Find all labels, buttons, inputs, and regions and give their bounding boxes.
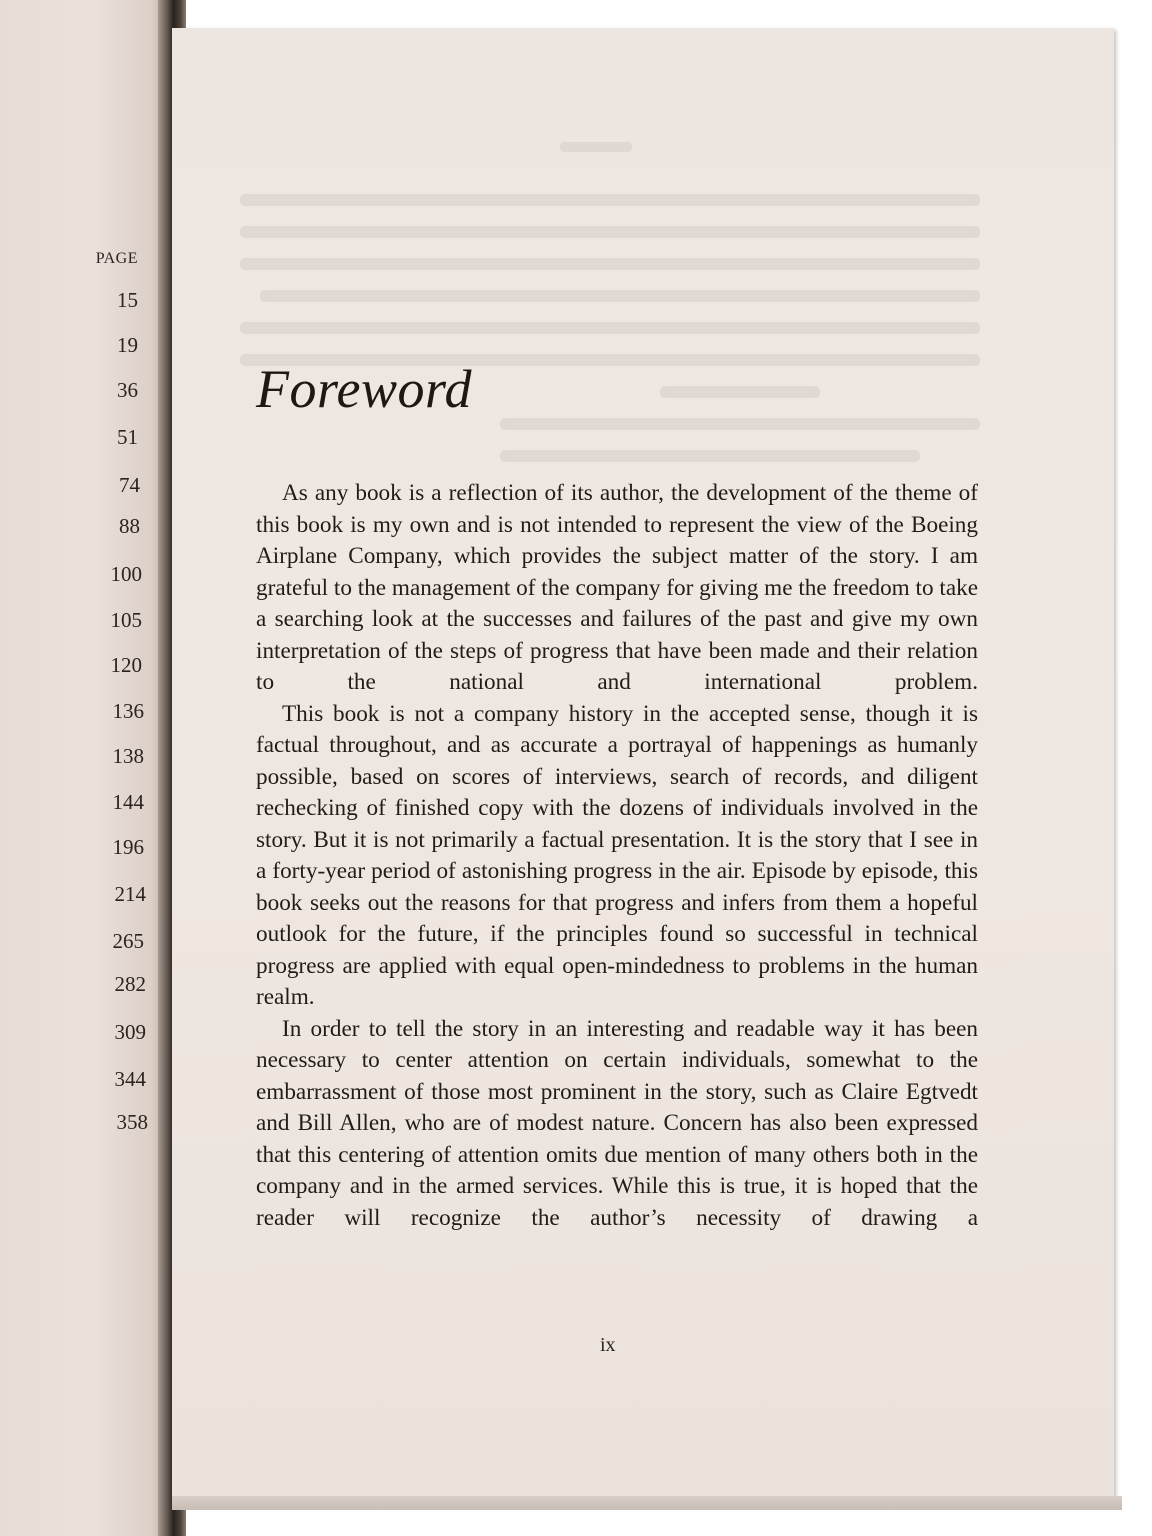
foreword-paragraph: As any book is a reflection of its author, the development of the theme of this book is my own and is not intended to represent the view of the Boeing Airplane Company, which provides the subject matter of the story. I am grateful to the management of the company for giving me the freedom to take a searching look at the successes and failures of the past and give my own interpretation of the steps of progress that have been made and their relation to the national and international problem.	[256, 480, 978, 695]
toc-page-heading: PAGE	[95, 250, 138, 267]
foreword-paragraph: This book is not a company history in the accepted sense, though it is factual throughout, and as accurate a portrayal of happenings as humanly possible, based on scores of interviews, search of records, and diligent rechecking of finished copy with the dozens of individuals involved in the story. But it is not primarily a factual presentation. It is the story that I see in a forty-year period of astonishing progress in the air. Episode by episode, this book seeks out the reasons for that progress and infers from them a hopeful outlook for the future, if the principles found so successful in technical progress are applied with equal open-mindedness to problems in the human realm.	[256, 700, 978, 1010]
toc-page-number: 105	[110, 608, 142, 632]
toc-page-number: 36	[117, 378, 138, 402]
toc-page-number: 74	[119, 473, 140, 497]
toc-page-number: 120	[110, 653, 142, 677]
foreword-body	[256, 478, 978, 1234]
toc-page-number: 100	[110, 562, 142, 586]
show-through-texture	[200, 120, 1000, 480]
toc-page-number: 51	[117, 425, 138, 449]
toc-page-number: 19	[117, 333, 138, 357]
toc-page-number: 358	[116, 1110, 148, 1134]
toc-page-number: 265	[112, 929, 144, 953]
toc-page-number: 138	[112, 744, 144, 768]
foreword-paragraph: In order to tell the story in an interesting and readable way it has been necessary to center attention on certain individuals, somewhat to the embarrassment of those most prominent in the story, such as Claire Egtvedt and Bill Allen, who are of modest nature. Concern has also been expressed that this centering of attention omits due mention of many others both in the company and in the armed services. While this is true, it is hoped that the reader will recognize the author’s necessity of drawing a	[256, 1015, 978, 1231]
toc-page-number: 214	[114, 882, 146, 906]
toc-page-number: 282	[114, 972, 146, 996]
toc-page-number: 136	[112, 699, 144, 723]
left-page	[0, 0, 168, 1536]
toc-page-number: 88	[119, 514, 140, 538]
toc-page-number: 344	[114, 1067, 146, 1091]
page-edges	[172, 1496, 1122, 1510]
foreword-title: Foreword	[256, 359, 472, 419]
toc-page-number: 196	[112, 835, 144, 859]
page-folio: ix	[600, 1334, 616, 1356]
toc-page-number: 309	[114, 1020, 146, 1044]
toc-page-number: 15	[117, 288, 138, 312]
toc-page-number: 144	[112, 790, 144, 814]
